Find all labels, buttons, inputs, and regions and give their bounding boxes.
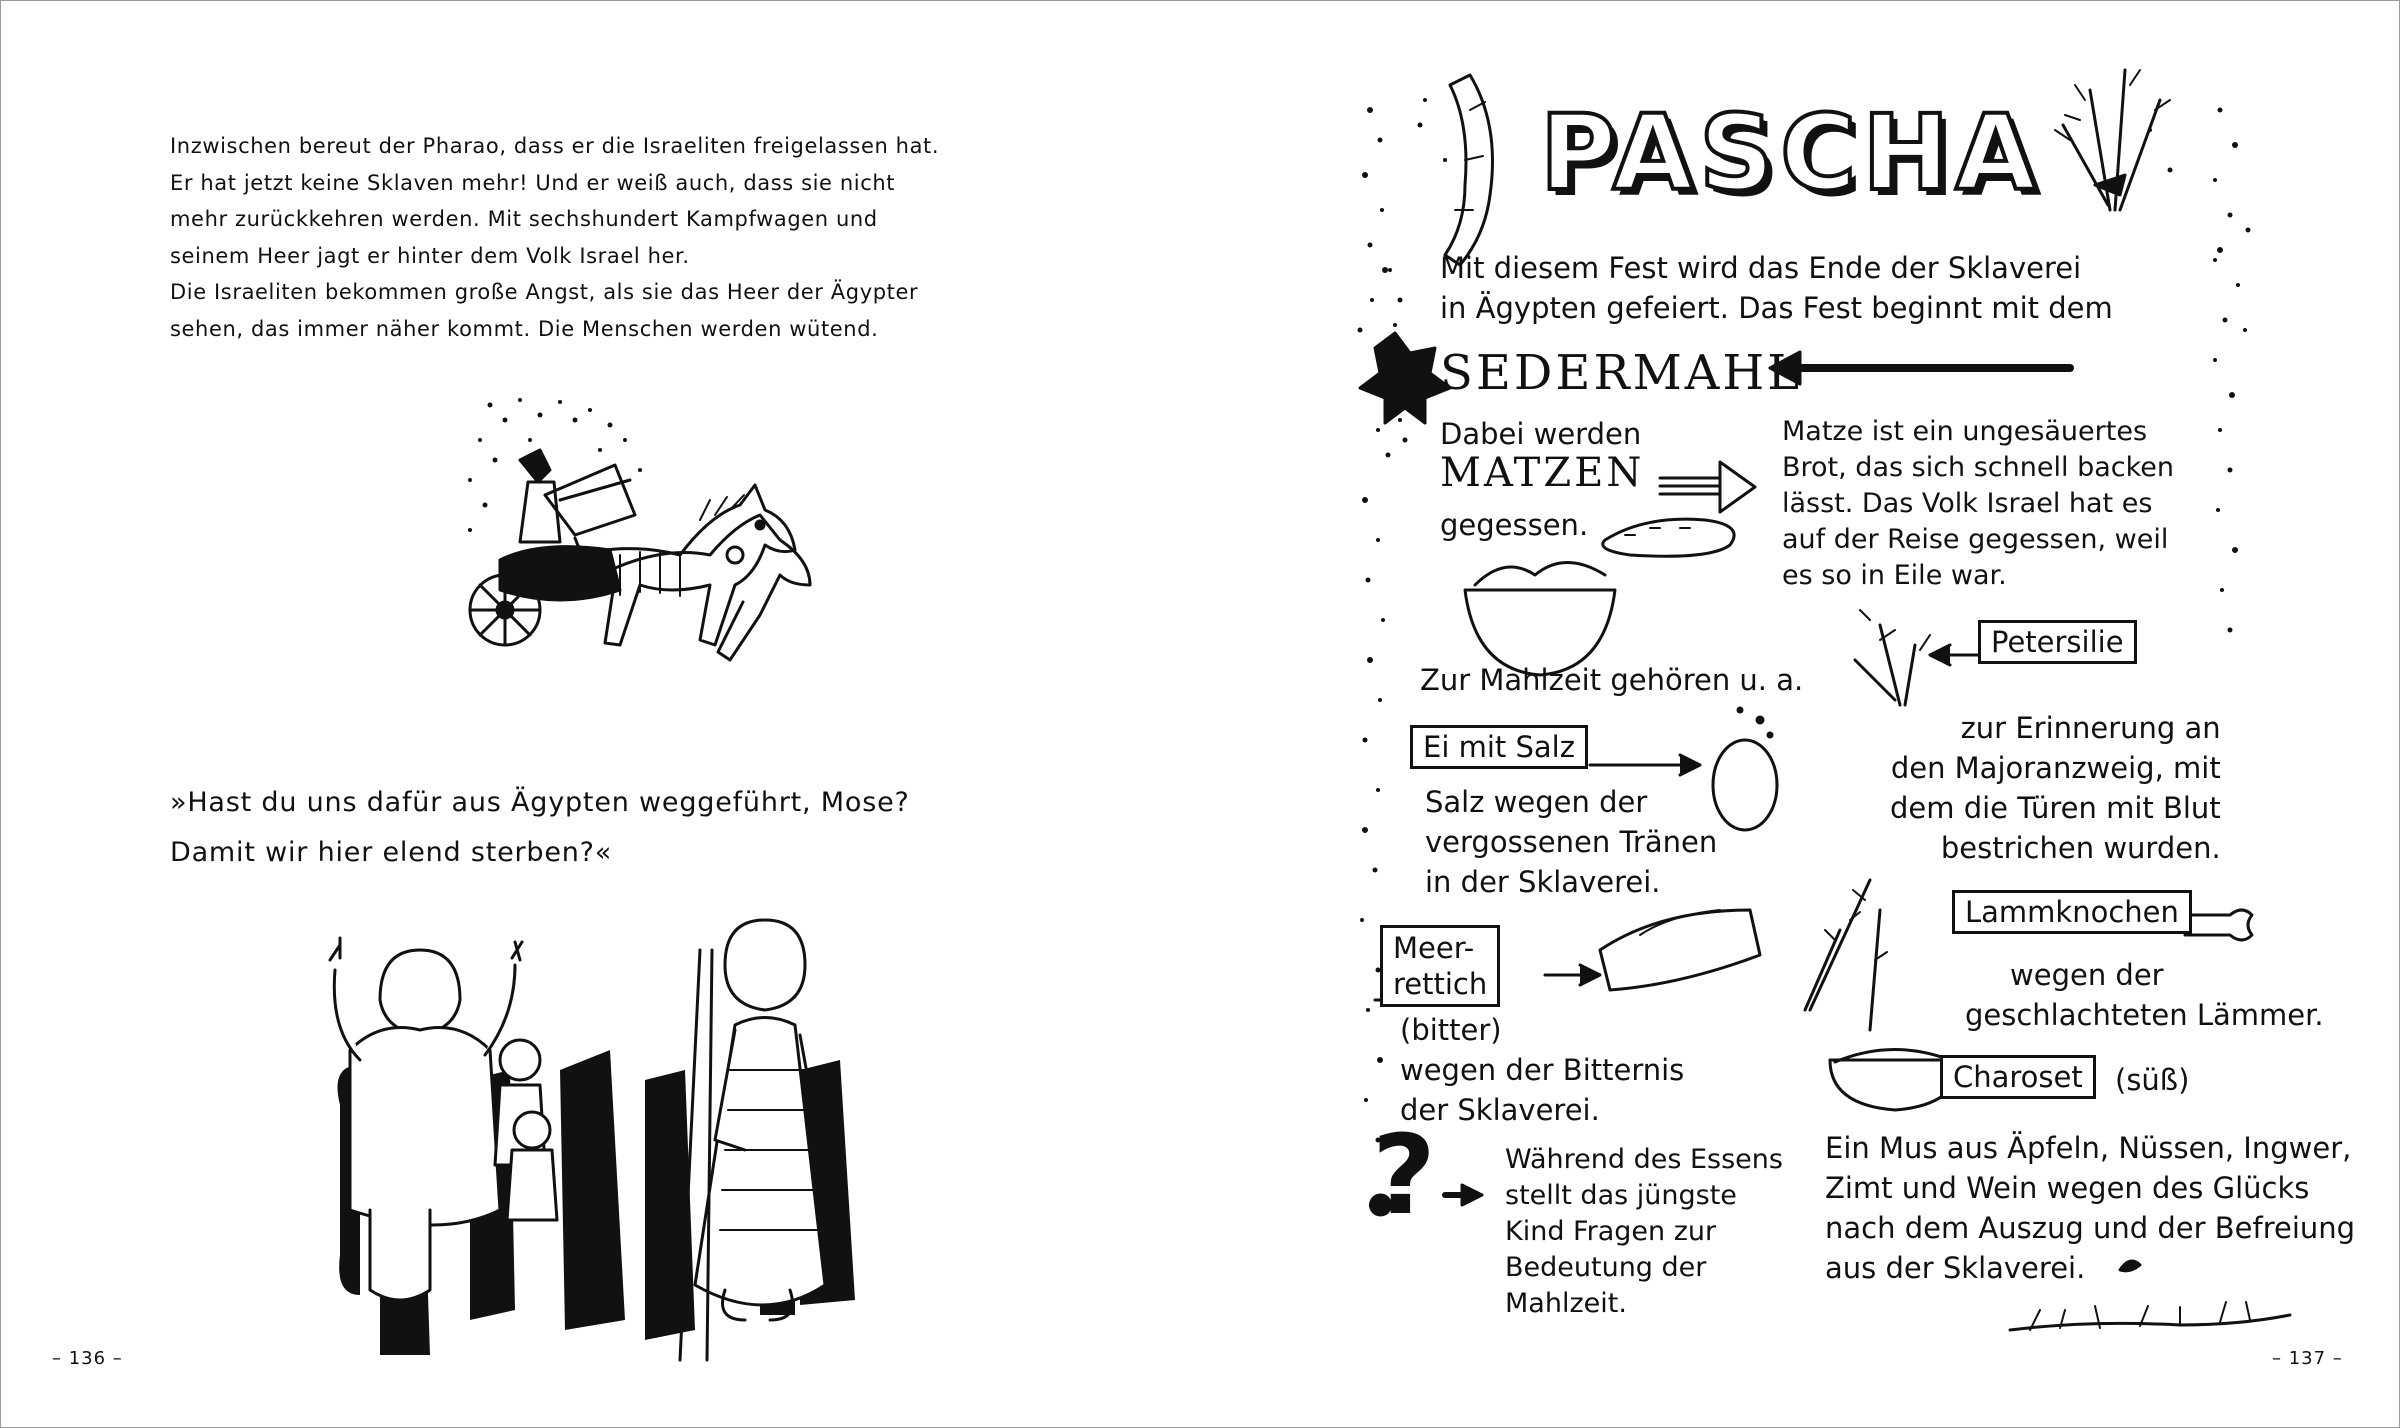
mahlzeit-text: Zur Mahlzeit gehören u. a. [1420, 663, 1804, 697]
lamm-line: geschlachteten Lämmer. [1965, 998, 2324, 1032]
quote-line: »Hast du uns dafür aus Ägypten weggeführt, Mose? [170, 787, 910, 818]
dabei-line: Dabei werden [1440, 417, 1642, 451]
essen-text [1505, 1142, 1783, 1322]
meer-line: wegen der Bitternis [1400, 1053, 1685, 1087]
meer-line: (bitter) [1400, 1013, 1502, 1047]
lammknochen-label: Lammknochen [1952, 890, 2192, 934]
petersilie-label: Petersilie [1978, 620, 2137, 664]
left-page-number: – 136 – [52, 1348, 123, 1369]
charoset-label: Charoset [1940, 1055, 2096, 1099]
intro-line: in Ägypten gefeiert. Das Fest beginnt mit dem [1440, 291, 2113, 325]
meerrettich-text [1400, 1010, 1684, 1130]
petersilie-line: bestrichen wurden. [1940, 831, 2221, 865]
paragraph-line: Inzwischen bereut der Pharao, dass er die Israeliten freigelassen hat. [170, 134, 940, 158]
paragraph-line: seinem Heer jagt er hinter dem Volk Israel her. [170, 243, 690, 268]
meerrettich-label-line: Meer- [1393, 931, 1475, 965]
gegessen-text: gegessen. [1440, 508, 1589, 542]
matze-line: lässt. Das Volk Israel hat es [1782, 488, 2153, 519]
dabei-text [1440, 414, 1641, 454]
lamm-line: wegen der [2010, 958, 2164, 992]
meerrettich-label-line: rettich [1393, 967, 1488, 1001]
matzen-heading: MATZEN [1440, 450, 1645, 496]
sedermahl-heading: SEDERMAHL [1440, 345, 1803, 401]
ei-text [1425, 782, 1717, 902]
charoset-line: Ein Mus aus Äpfeln, Nüssen, Ingwer, [1825, 1131, 2352, 1165]
paragraph-line: Er hat jetzt keine Sklaven mehr! Und er weiß auch, dass sie nicht [170, 170, 896, 195]
question-mark-icon: ? [1372, 1111, 1436, 1239]
essen-line: Bedeutung der [1505, 1252, 1707, 1283]
charoset-line: aus der Sklaverei. [1825, 1251, 2086, 1285]
petersilie-line: dem die Türen mit Blut [1890, 791, 2221, 825]
paragraph-line: sehen, das immer näher kommt. Die Menschen werden wütend. [170, 316, 879, 341]
matze-description [1782, 414, 2174, 594]
lammknochen-text [1965, 955, 2324, 1035]
charoset-text [1825, 1128, 2355, 1288]
essen-line: stellt das jüngste [1505, 1180, 1737, 1211]
essen-line: Mahlzeit. [1505, 1288, 1627, 1319]
petersilie-text [1890, 708, 2221, 868]
charoset-suffix: (süß) [2115, 1063, 2190, 1097]
charoset-line: nach dem Auszug und der Befreiung [1825, 1211, 2356, 1245]
ei-line: in der Sklaverei. [1425, 865, 1661, 899]
meerrettich-label [1380, 925, 1500, 1007]
matze-line: Matze ist ein ungesäuertes [1782, 416, 2148, 447]
intro-text [1440, 248, 2113, 328]
paragraph-line: Die Israeliten bekommen große Angst, als sie das Heer der Ägypter [170, 280, 919, 304]
petersilie-line: zur Erinnerung an [1960, 711, 2221, 745]
essen-line: Während des Essens [1505, 1144, 1783, 1175]
meer-line: der Sklaverei. [1400, 1093, 1600, 1127]
ei-line: vergossenen Tränen [1425, 825, 1718, 859]
matze-line: auf der Reise gegessen, weil [1782, 524, 2169, 555]
right-page-number: – 137 – [2272, 1348, 2343, 1369]
charoset-line: Zimt und Wein wegen des Glücks [1825, 1171, 2310, 1205]
page-title: PASCHA [1540, 92, 2042, 214]
matze-line: es so in Eile war. [1782, 560, 2007, 591]
essen-line: Kind Fragen zur [1505, 1216, 1717, 1247]
matze-line: Brot, das sich schnell backen [1782, 452, 2175, 483]
paragraph-line: mehr zurückkehren werden. Mit sechshundert Kampfwagen und [170, 207, 878, 231]
quote-line: Damit wir hier elend sterben?« [170, 837, 613, 868]
ei-line: Salz wegen der [1425, 785, 1648, 819]
petersilie-line: den Majoranzweig, mit [1890, 751, 2221, 785]
intro-line: Mit diesem Fest wird das Ende der Sklaverei [1440, 251, 2082, 285]
ei-label: Ei mit Salz [1410, 725, 1588, 769]
